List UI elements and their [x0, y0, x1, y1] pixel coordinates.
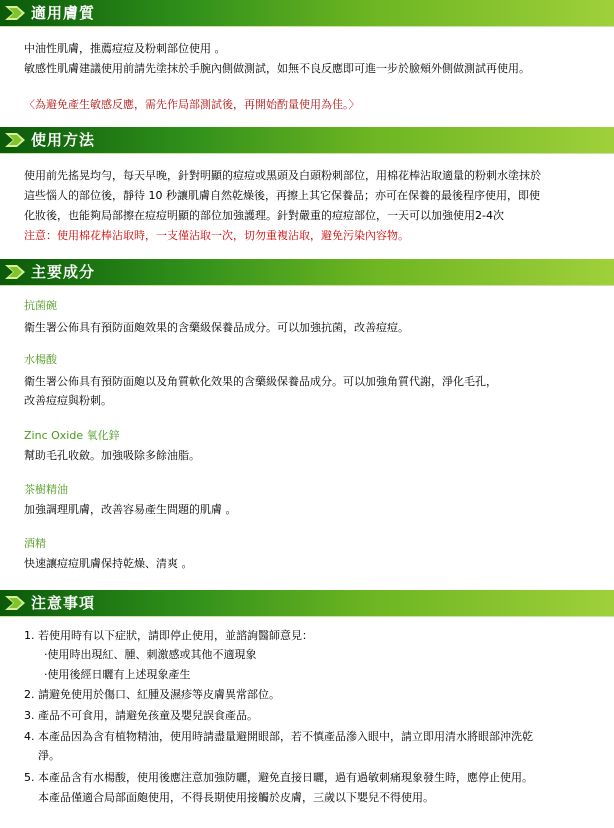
- precaution-item: [24, 706, 594, 725]
- skin-type-notice: 〈為避免產生敏感反應，需先作局部測試後，再開始酌量使用為佳。〉: [24, 98, 360, 111]
- precaution-item: [24, 727, 594, 746]
- precaution-number: 2.: [24, 688, 35, 701]
- precaution-text: 若使用時有以下症狀，請即停止使用，並諮詢醫師意見：: [38, 629, 313, 642]
- precaution-text: 產品不可食用，請避免孩童及嬰兒誤食產品。: [38, 709, 258, 722]
- ingredient-name: 茶樹精油: [24, 483, 68, 496]
- section-header-skin-type: [0, 0, 614, 27]
- green-arrow-icon: [3, 593, 27, 613]
- section-header-ingredients: [0, 259, 614, 286]
- ingredient-name: 水楊酸: [24, 353, 57, 366]
- green-arrow-icon: [3, 3, 27, 23]
- precaution-number: 1.: [24, 629, 35, 642]
- precaution-sub-item: ‧使用後經日曬有上述現象產生: [44, 668, 191, 681]
- precaution-item: [24, 768, 594, 787]
- section-title: 注意事項: [31, 594, 96, 612]
- green-arrow-icon: [3, 130, 27, 150]
- skin-type-line-1: 中油性肌膚，推薦痘痘及粉刺部位使用 。: [24, 42, 226, 55]
- ingredient-name: 抗菌碗: [24, 299, 57, 312]
- section-header-precautions: [0, 590, 614, 617]
- precaution-number: 3.: [24, 709, 35, 722]
- skin-type-line-2: 敏感性肌膚建議使用前請先塗抹於手腕內側做測試，如無不良反應即可進一步於臉頰外側做測試再使用。: [24, 62, 530, 75]
- precaution-item-continued: [24, 746, 594, 765]
- usage-line-1: 使用前先搖晃均勻，每天早晚，針對明顯的痘痘或黑頭及白頭粉刺部位，用棉花棒沾取適量的粉刺水塗抹於: [24, 169, 541, 182]
- ingredient-desc: 加強調理肌膚，改善容易產生問題的肌膚 。: [24, 503, 237, 516]
- precaution-text: 本產品僅適合局部面皰使用，不得長期使用接觸於皮膚，三歲以下嬰兒不得使用。: [38, 791, 434, 804]
- section-header-usage: [0, 127, 614, 154]
- ingredient-desc: 快速讓痘痘肌膚保持乾燥、清爽 。: [24, 557, 193, 570]
- section-title: 適用膚質: [31, 4, 96, 22]
- usage-line-3: 化妝後，也能夠局部擦在痘痘明顯的部位加強護理。針對嚴重的痘痘部位，一天可以加強使用2-4次: [24, 209, 504, 222]
- precaution-item: [24, 685, 594, 704]
- precaution-sub-item: ‧使用時出現紅、腫、刺激感或其他不適現象: [44, 648, 257, 661]
- ingredient-desc: 改善痘痘與粉刺。: [24, 394, 112, 407]
- ingredient-desc: 幫助毛孔收斂。加強吸除多餘油脂。: [24, 449, 200, 462]
- precaution-item-continued: [24, 788, 594, 807]
- ingredient-name: 酒精: [24, 537, 46, 550]
- usage-line-2: 這些惱人的部位後，靜待 10 秒讓肌膚自然乾燥後，再擦上其它保養品；亦可在保養的最後程序使用，即使: [24, 189, 540, 202]
- precaution-text: 淨。: [38, 749, 60, 762]
- precaution-number: 5.: [24, 771, 35, 784]
- ingredient-desc: 衛生署公佈具有預防面皰以及角質軟化效果的含藥級保養品成分。可以加強角質代謝，淨化毛孔，: [24, 375, 497, 388]
- ingredient-name: Zinc Oxide 氧化鋅: [24, 429, 120, 442]
- precaution-text: 請避免使用於傷口、紅腫及濕疹等皮膚異常部位。: [38, 688, 280, 701]
- precaution-text: 本產品含有水楊酸，使用後應注意加強防曬，避免直接日曬，過有過敏刺痛現象發生時，應停止使用。: [38, 771, 533, 784]
- precaution-number: 4.: [24, 730, 35, 743]
- precaution-item: [24, 626, 594, 645]
- precaution-text: 本產品因為含有植物精油，使用時請盡量避開眼部，若不慎產品滲入眼中，請立即用清水將眼部沖洗乾: [38, 730, 533, 743]
- ingredient-desc: 衛生署公佈具有預防面皰效果的含藥級保養品成分。可以加強抗菌，改善痘痘。: [24, 321, 409, 334]
- green-arrow-icon: [3, 262, 27, 282]
- usage-warning: 注意：使用棉花棒沾取時，一支僅沾取一次，切勿重複沾取，避免污染內容物。: [24, 229, 409, 242]
- section-title: 主要成分: [31, 263, 96, 281]
- section-title: 使用方法: [31, 131, 96, 149]
